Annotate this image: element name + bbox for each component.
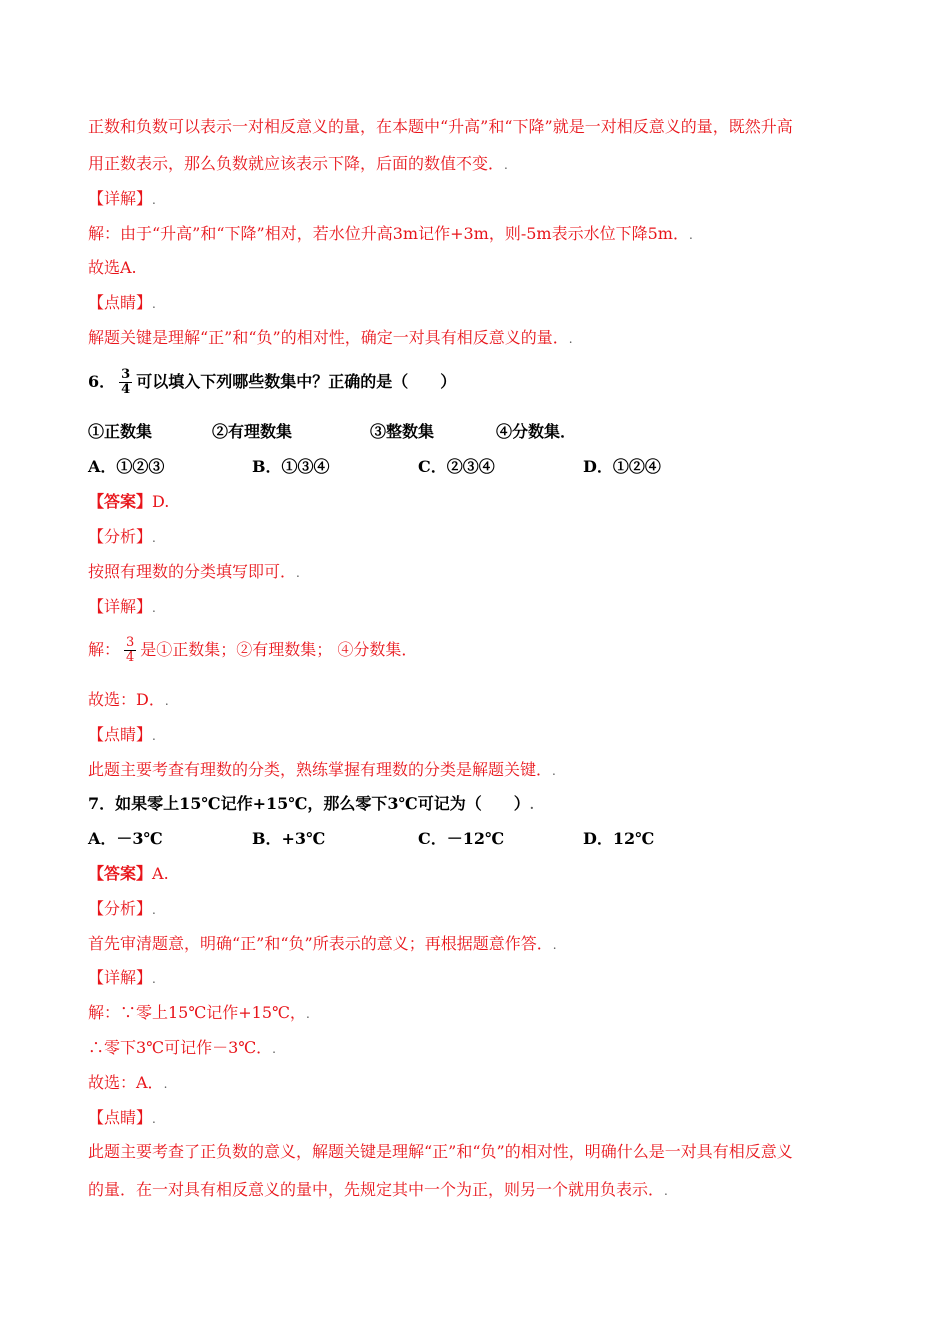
q7-option-b: B．+3℃ (252, 829, 326, 848)
q6-comment-tag: 【点睛】. (88, 725, 156, 744)
q6-detail: 解： $\frac{3}{4}$ 是①正数集；②有理数集； ④分数集． (88, 635, 418, 665)
q6-stem: 6． $\frac{3}{4}$ 可以填入下列哪些数集中？正确的是（ ） (88, 367, 457, 397)
q7-option-a: A．－3℃ (88, 829, 163, 848)
prev-comment-tag: 【点睛】. (88, 293, 156, 312)
q6-analysis-tag: 【分析】. (88, 527, 156, 546)
q6-option-a: A．①②③ (88, 457, 165, 476)
q6-set-3: ③整数集 (370, 422, 435, 441)
q7-analysis: 首先审清题意，明确“正”和“负”所表示的意义；再根据题意作答．. (88, 934, 557, 953)
q6-option-b: B．①③④ (252, 457, 330, 476)
q6-detail-fraction: $\frac{3}{4}$ (126, 635, 135, 665)
q6-detail-tag: 【详解】. (88, 597, 156, 616)
q7-detail-tag: 【详解】. (88, 968, 156, 987)
q7-choose: 故选：A．. (88, 1073, 168, 1092)
prev-analysis-line2: 用正数表示，那么负数就应该表示下降，后面的数值不变．. (88, 154, 508, 173)
q6-answer: 【答案】D. (88, 492, 170, 511)
q7-option-d: D．12℃ (583, 829, 655, 848)
q7-detail-line1: 解：∵零上15℃记作+15℃，. (88, 1003, 310, 1022)
q6-set-2: ②有理数集 (212, 422, 293, 441)
q7-comment-tag: 【点睛】. (88, 1108, 156, 1127)
q7-comment-line2: 的量．在一对具有相反意义的量中，先规定其中一个为正，则另一个就用负表示．. (88, 1180, 668, 1199)
q6-option-d: D．①②④ (583, 457, 661, 476)
q6-set-4: ④分数集． (496, 422, 577, 441)
q7-answer: 【答案】A. (88, 864, 169, 883)
q7-stem: 7．如果零上15℃记作+15℃，那么零下3℃可记为（ ）. (88, 794, 534, 813)
q6-set-1: ①正数集 (88, 422, 153, 441)
prev-detail-tag: 【详解】. (88, 189, 156, 208)
q7-option-c: C．－12℃ (418, 829, 505, 848)
q7-detail-line2: ∴零下3℃可记作－3℃．. (88, 1038, 276, 1057)
prev-analysis-line1: 正数和负数可以表示一对相反意义的量，在本题中“升高”和“下降”就是一对相反意义的量，既然升高 (88, 117, 793, 136)
prev-comment: 解题关键是理解“正”和“负”的相对性，确定一对具有相反意义的量．. (88, 328, 573, 347)
q6-choose: 故选：D．. (88, 690, 169, 709)
q6-fraction: $\frac{3}{4}$ (121, 367, 131, 397)
prev-detail: 解：由于“升高”和“下降”相对，若水位升高3m记作+3m，则-5m表示水位下降5m．. (88, 224, 693, 243)
q6-comment: 此题主要考查有理数的分类，熟练掌握有理数的分类是解题关键．. (88, 760, 556, 779)
q6-option-c: C．②③④ (418, 457, 495, 476)
q7-comment-line1: 此题主要考查了正负数的意义，解题关键是理解“正”和“负”的相对性，明确什么是一对具有相反意义 (88, 1142, 793, 1161)
q7-analysis-tag: 【分析】. (88, 899, 156, 918)
q6-analysis: 按照有理数的分类填写即可．. (88, 562, 300, 581)
prev-choose: 故选A. (88, 258, 137, 277)
